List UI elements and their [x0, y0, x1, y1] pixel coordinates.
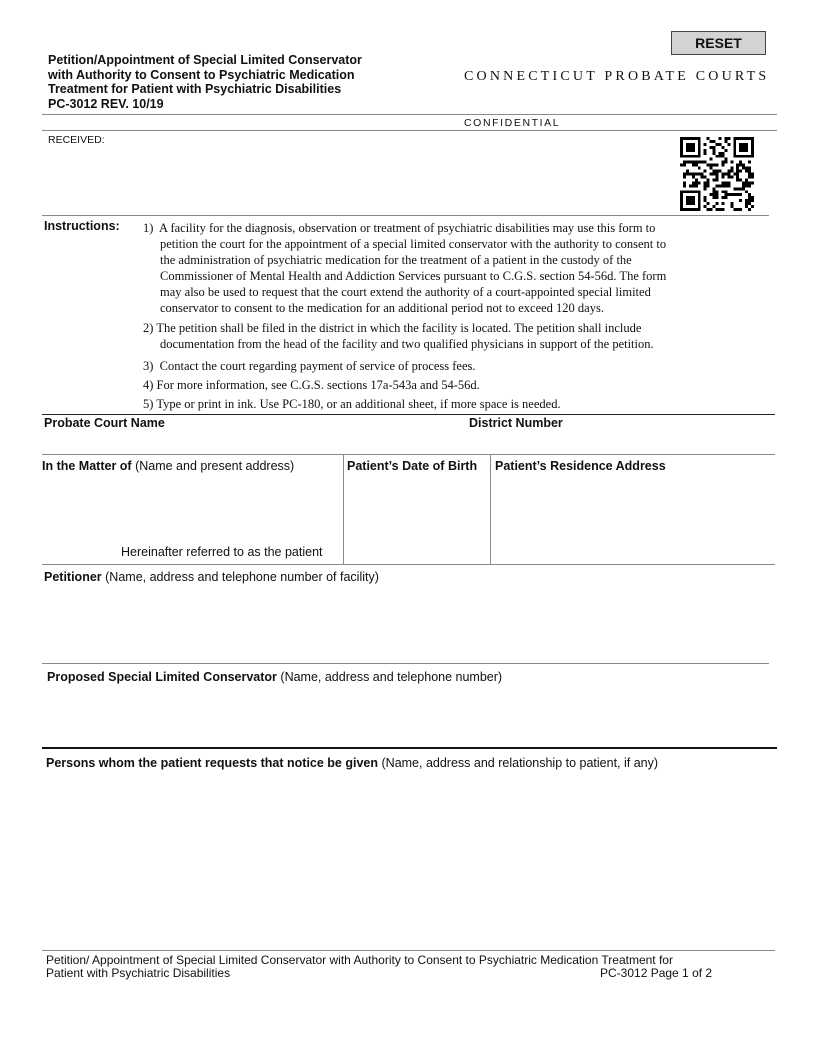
form-number: PC-3012 REV. 10/19: [48, 96, 164, 111]
instruction-item: 3) Contact the court regarding payment of service of process fees.: [143, 359, 476, 373]
instruction-line: conservator to consent to the medication for an additional period not to exceed 120 days.: [160, 301, 604, 315]
conservator-hint: (Name, address and telephone number): [280, 670, 503, 684]
conservator-label: Proposed Special Limited Conservator: [47, 670, 277, 684]
dob-field[interactable]: [347, 459, 477, 473]
hereinafter-label: Hereinafter referred to as the patient: [121, 545, 323, 559]
instruction-line: Commissioner of Mental Health and Addiction Services pursuant to C.G.S. section 54-56d. The form: [160, 269, 667, 283]
instruction-number: 1): [143, 221, 154, 235]
instruction-item: 5) Type or print in ink. Use PC-180, or an additional sheet, if more space is needed.: [143, 397, 561, 411]
divider: [42, 114, 777, 115]
qr-code-icon: [680, 137, 754, 211]
petitioner-label: Petitioner: [44, 570, 102, 584]
footer-title-cont: Patient with Psychiatric Disabilities: [46, 966, 231, 980]
instruction-item: 4) For more information, see C.G.S. sections 17a-543a and 54-56d.: [143, 378, 480, 392]
title-line: Treatment for Patient with Psychiatric Disabilities: [48, 82, 342, 96]
divider: [490, 454, 491, 564]
matter-label: In the Matter of: [42, 459, 132, 473]
instruction-line: may also be used to request that the court extend the authority of a court-appointed special limited: [160, 285, 651, 299]
title-line: Petition/Appointment of Special Limited Conservator: [48, 53, 362, 67]
divider: [42, 564, 775, 565]
divider: [42, 950, 775, 951]
district-number-label: District Number: [469, 416, 563, 430]
footer-title: Petition/ Appointment of Special Limited Conservator with Authority to Consent to Psychiatric Medication Treatment for: [46, 953, 673, 967]
residence-label: Patient’s Residence Address: [495, 459, 666, 473]
notice-persons-field[interactable]: [46, 756, 658, 770]
reset-button[interactable]: RESET: [671, 31, 766, 55]
instruction-line: petition the court for the appointment of a special limited conservator with the authority to consent to: [160, 237, 667, 251]
divider: [42, 663, 769, 664]
notice-persons-hint: (Name, address and relationship to patient, if any): [381, 756, 659, 770]
received-label: RECEIVED:: [48, 134, 105, 146]
instruction-item: 1) A facility for the diagnosis, observation or treatment of psychiatric disabilities may use this form to: [143, 221, 656, 235]
petitioner-hint: (Name, address and telephone number of facility): [105, 570, 379, 584]
title-line: with Authority to Consent to Psychiatric Medication: [48, 67, 355, 82]
instruction-line: the administration of psychiatric medication for the treatment of a patient in the custody of the: [160, 253, 632, 267]
divider: [42, 414, 775, 415]
probate-court-name-field[interactable]: [44, 416, 165, 430]
conservator-field[interactable]: [47, 670, 502, 684]
divider: [42, 130, 777, 131]
footer-page-number: PC-3012 Page 1 of 2: [600, 966, 713, 980]
divider: [42, 215, 769, 216]
instruction-number: 3): [143, 359, 154, 373]
probate-court-name-label: Probate Court Name: [44, 416, 165, 430]
matter-hint: (Name and present address): [135, 459, 295, 473]
divider: [42, 454, 775, 455]
divider: [343, 454, 344, 564]
divider: [42, 747, 777, 749]
instruction-number: 2): [143, 321, 154, 335]
residence-field[interactable]: [495, 459, 666, 473]
instruction-number: 5): [143, 397, 154, 411]
court-name: CONNECTICUT PROBATE COURTS: [464, 69, 770, 84]
instruction-number: 4): [143, 378, 154, 392]
confidential-label: CONFIDENTIAL: [464, 117, 561, 129]
district-number-field[interactable]: [469, 416, 563, 430]
form-title: [48, 53, 408, 111]
notice-persons-label: Persons whom the patient requests that notice be given: [46, 756, 379, 770]
dob-label: Patient’s Date of Birth: [347, 459, 478, 473]
instructions-label: Instructions:: [44, 219, 120, 233]
instruction-line: documentation from the head of the facility and two qualified physicians in support of the petition.: [160, 337, 654, 351]
instruction-item: 2) The petition shall be filed in the district in which the facility is located. The petition shall include: [143, 321, 642, 335]
matter-field[interactable]: [42, 459, 294, 473]
petitioner-field[interactable]: [44, 570, 379, 584]
